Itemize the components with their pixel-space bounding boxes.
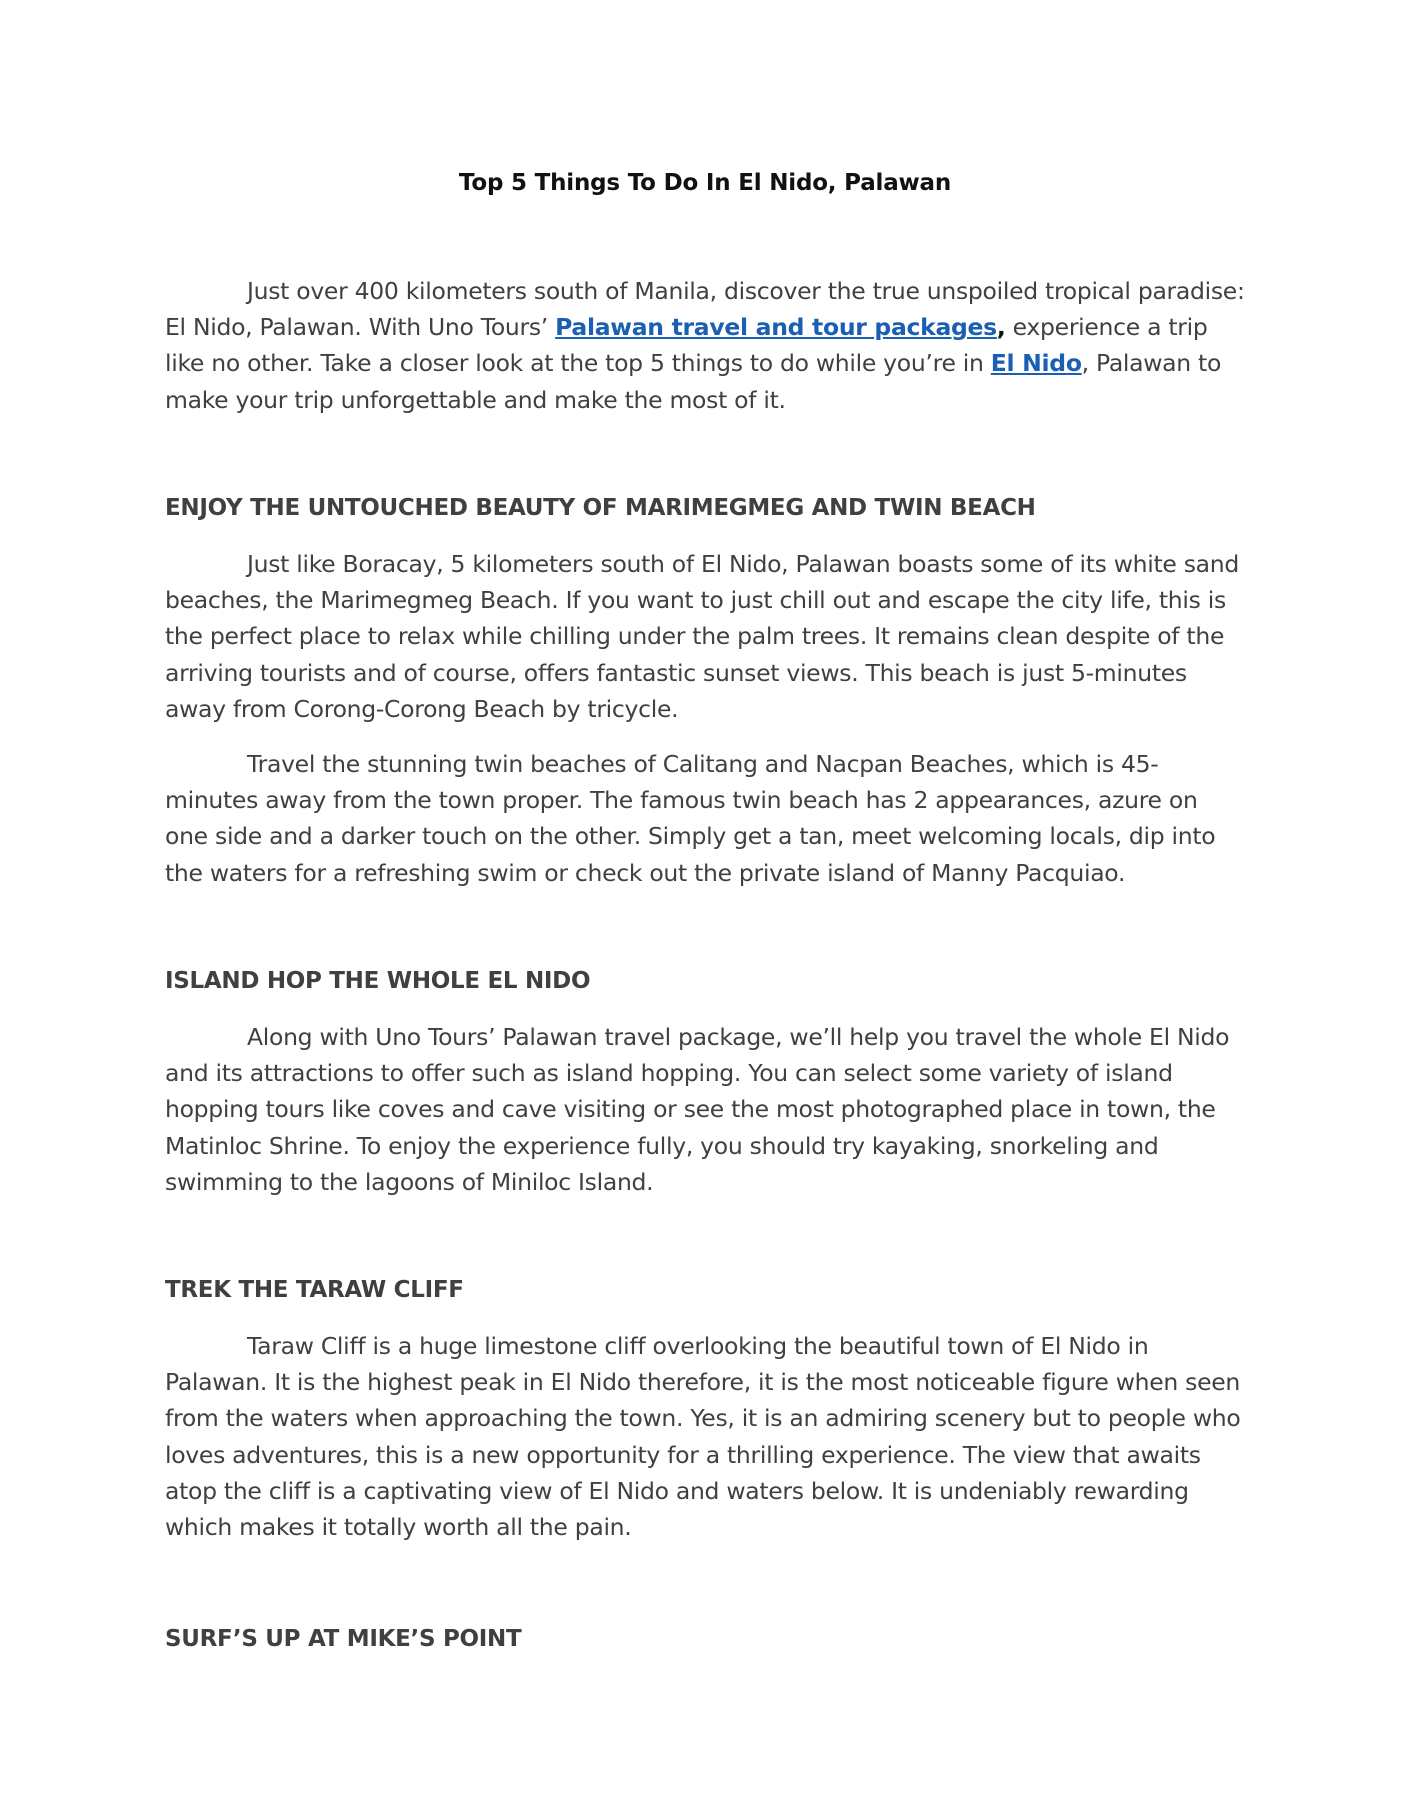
marimegmeg-text: Just like Boracay, 5 kilometers south of El Nido, Palawan boasts some of its white sand beaches, the Marimegmeg Beach. If you want to just chill out and escape the city life, this is the perfect place to relax while chilling under the palm trees. It remains clean despite of the arriving tourists and of course, offers fantastic sunset views. This beach is just 5-minutes away from Corong-Corong Beach by tricycle. bbox=[165, 550, 1239, 723]
intro-comma: , bbox=[996, 313, 1006, 342]
twin-beach-paragraph bbox=[165, 746, 1245, 891]
taraw-cliff-text: Taraw Cliff is a huge limestone cliff overlooking the beautiful town of El Nido in Palawan. It is the highest peak in El Nido therefore, it is the most noticeable figure when seen from the waters when approaching the town. Yes, it is an admiring scenery but to people who loves adventures, this is a new opportunity for a thrilling experience. The view that awaits atop the cliff is a captivating view of El Nido and waters below. It is undeniably rewarding which makes it totally worth all the pain. bbox=[165, 1332, 1241, 1542]
intro-text-3: , Palawan to make your trip unforgettable and make the most of it. bbox=[165, 349, 1222, 414]
palawan-packages-link[interactable]: Palawan travel and tour packages bbox=[555, 313, 997, 342]
island-hop-paragraph bbox=[165, 1019, 1245, 1200]
section-heading-island-hop: ISLAND HOP THE WHOLE EL NIDO bbox=[165, 968, 591, 994]
intro-text-2: experience a trip like no other. Take a closer look at the top 5 things to do while you’re in bbox=[165, 313, 1208, 378]
el-nido-link[interactable]: El Nido bbox=[990, 349, 1082, 378]
intro-text-1: Just over 400 kilometers south of Manila, discover the true unspoiled tropical paradise: El Nido, Palawan. With Uno Tours’ bbox=[165, 277, 1245, 342]
island-hop-text: Along with Uno Tours’ Palawan travel package, we’ll help you travel the whole El Nido and its attractions to offer such as island hopping. You can select some variety of island hopping tours like coves and cave visiting or see the most photographed place in town, the Matinloc Shrine. To enjoy the experience fully, you should try kayaking, snorkeling and swimming to the lagoons of Miniloc Island. bbox=[165, 1023, 1230, 1196]
section-heading-mikes-point: SURF’S UP AT MIKE’S POINT bbox=[165, 1626, 522, 1652]
section-heading-marimegmeg: ENJOY THE UNTOUCHED BEAUTY OF MARIMEGMEG AND TWIN BEACH bbox=[165, 495, 1036, 521]
twin-beach-text: Travel the stunning twin beaches of Calitang and Nacpan Beaches, which is 45-minutes away from the town proper. The famous twin beach has 2 appearances, azure on one side and a darker touch on the other. Simply get a tan, meet welcoming locals, dip into the waters for a refreshing swim or check out the private island of Manny Pacquiao. bbox=[165, 750, 1216, 887]
marimegmeg-paragraph bbox=[165, 546, 1245, 727]
taraw-cliff-paragraph bbox=[165, 1328, 1245, 1545]
section-heading-taraw-cliff: TREK THE TARAW CLIFF bbox=[165, 1277, 464, 1303]
document-title: Top 5 Things To Do In El Nido, Palawan bbox=[458, 170, 952, 196]
intro-paragraph bbox=[165, 273, 1245, 418]
